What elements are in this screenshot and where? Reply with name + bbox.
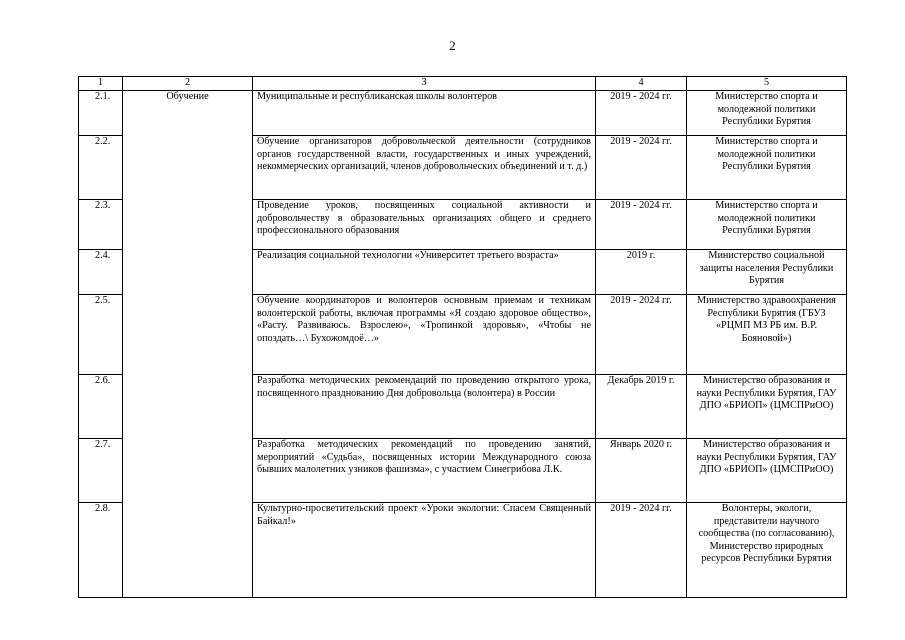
- measures-table: [78, 76, 847, 598]
- row-responsible: Министерство спорта и молодежной политики Республики Бурятия: [687, 91, 847, 136]
- row-responsible: Министерство спорта и молодежной политики Республики Бурятия: [687, 136, 847, 200]
- row-responsible: Волонтеры, экологи, представители научного сообщества (по согласованию), Министерство природных ресурсов Республики Бурятия: [687, 503, 847, 598]
- page-number: 2: [449, 38, 456, 53]
- row-description: Культурно-просветительский проект «Уроки экологии: Спасем Священный Байкал!»: [253, 503, 596, 598]
- row-description: Реализация социальной технологии «Университет третьего возраста»: [253, 250, 596, 295]
- row-number: 2.7.: [79, 439, 123, 503]
- table-header-row: [79, 77, 847, 91]
- row-period: Январь 2020 г.: [596, 439, 687, 503]
- row-period: 2019 - 2024 гг.: [596, 136, 687, 200]
- row-responsible: Министерство образования и науки Республики Бурятия, ГАУ ДПО «БРИОП» (ЦМСПРиОО): [687, 439, 847, 503]
- row-description: Разработка методических рекомендаций по проведению открытого урока, посвященного празднованию Дня добровольца (волонтера) в России: [253, 375, 596, 439]
- row-description: Проведение уроков, посвященных социальной активности и добровольчеству в образовательных организациях общего и среднего профессионального образования: [253, 200, 596, 250]
- column-header: 3: [253, 77, 596, 91]
- row-period: 2019 г.: [596, 250, 687, 295]
- row-number: 2.5.: [79, 295, 123, 375]
- column-header: 2: [123, 77, 253, 91]
- row-period: 2019 - 2024 гг.: [596, 503, 687, 598]
- row-number: 2.1.: [79, 91, 123, 136]
- table-row: [79, 91, 847, 136]
- row-period: 2019 - 2024 гг.: [596, 295, 687, 375]
- section-label: Обучение: [123, 91, 253, 598]
- row-responsible: Министерство образования и науки Республики Бурятия, ГАУ ДПО «БРИОП» (ЦМСПРиОО): [687, 375, 847, 439]
- column-header: 1: [79, 77, 123, 91]
- row-number: 2.8.: [79, 503, 123, 598]
- row-responsible: Министерство спорта и молодежной политики Республики Бурятия: [687, 200, 847, 250]
- row-number: 2.2.: [79, 136, 123, 200]
- row-period: Декабрь 2019 г.: [596, 375, 687, 439]
- row-period: 2019 - 2024 гг.: [596, 91, 687, 136]
- row-description: Муниципальные и республиканская школы волонтеров: [253, 91, 596, 136]
- row-description: Обучение организаторов добровольческой деятельности (сотрудников органов государственной власти, государственных и иных учреждений, некоммерческих организаций, членов добровольческих объединений и т. д.): [253, 136, 596, 200]
- row-number: 2.4.: [79, 250, 123, 295]
- row-number: 2.3.: [79, 200, 123, 250]
- column-header: 4: [596, 77, 687, 91]
- row-description: Обучение координаторов и волонтеров основным приемам и техникам волонтерской работы, включая программы «Я создаю здоровое общество», «Расту. Развиваюсь. Взрослею», «Тропинкой здоровья», «Чтобы не опоздать…\ Бухожомдоё…»: [253, 295, 596, 375]
- column-header: 5: [687, 77, 847, 91]
- row-description: Разработка методических рекомендаций по проведению занятий, мероприятий «Судьба», посвященных истории Международного союза бывших малолетних узников фашизма», с участием Синегрибова Л.К.: [253, 439, 596, 503]
- row-responsible: Министерство здравоохранения Республики Бурятия (ГБУЗ «РЦМП МЗ РБ им. В.Р. Бояновой»): [687, 295, 847, 375]
- row-period: 2019 - 2024 гг.: [596, 200, 687, 250]
- row-responsible: Министерство социальной защиты населения Республики Бурятия: [687, 250, 847, 295]
- row-number: 2.6.: [79, 375, 123, 439]
